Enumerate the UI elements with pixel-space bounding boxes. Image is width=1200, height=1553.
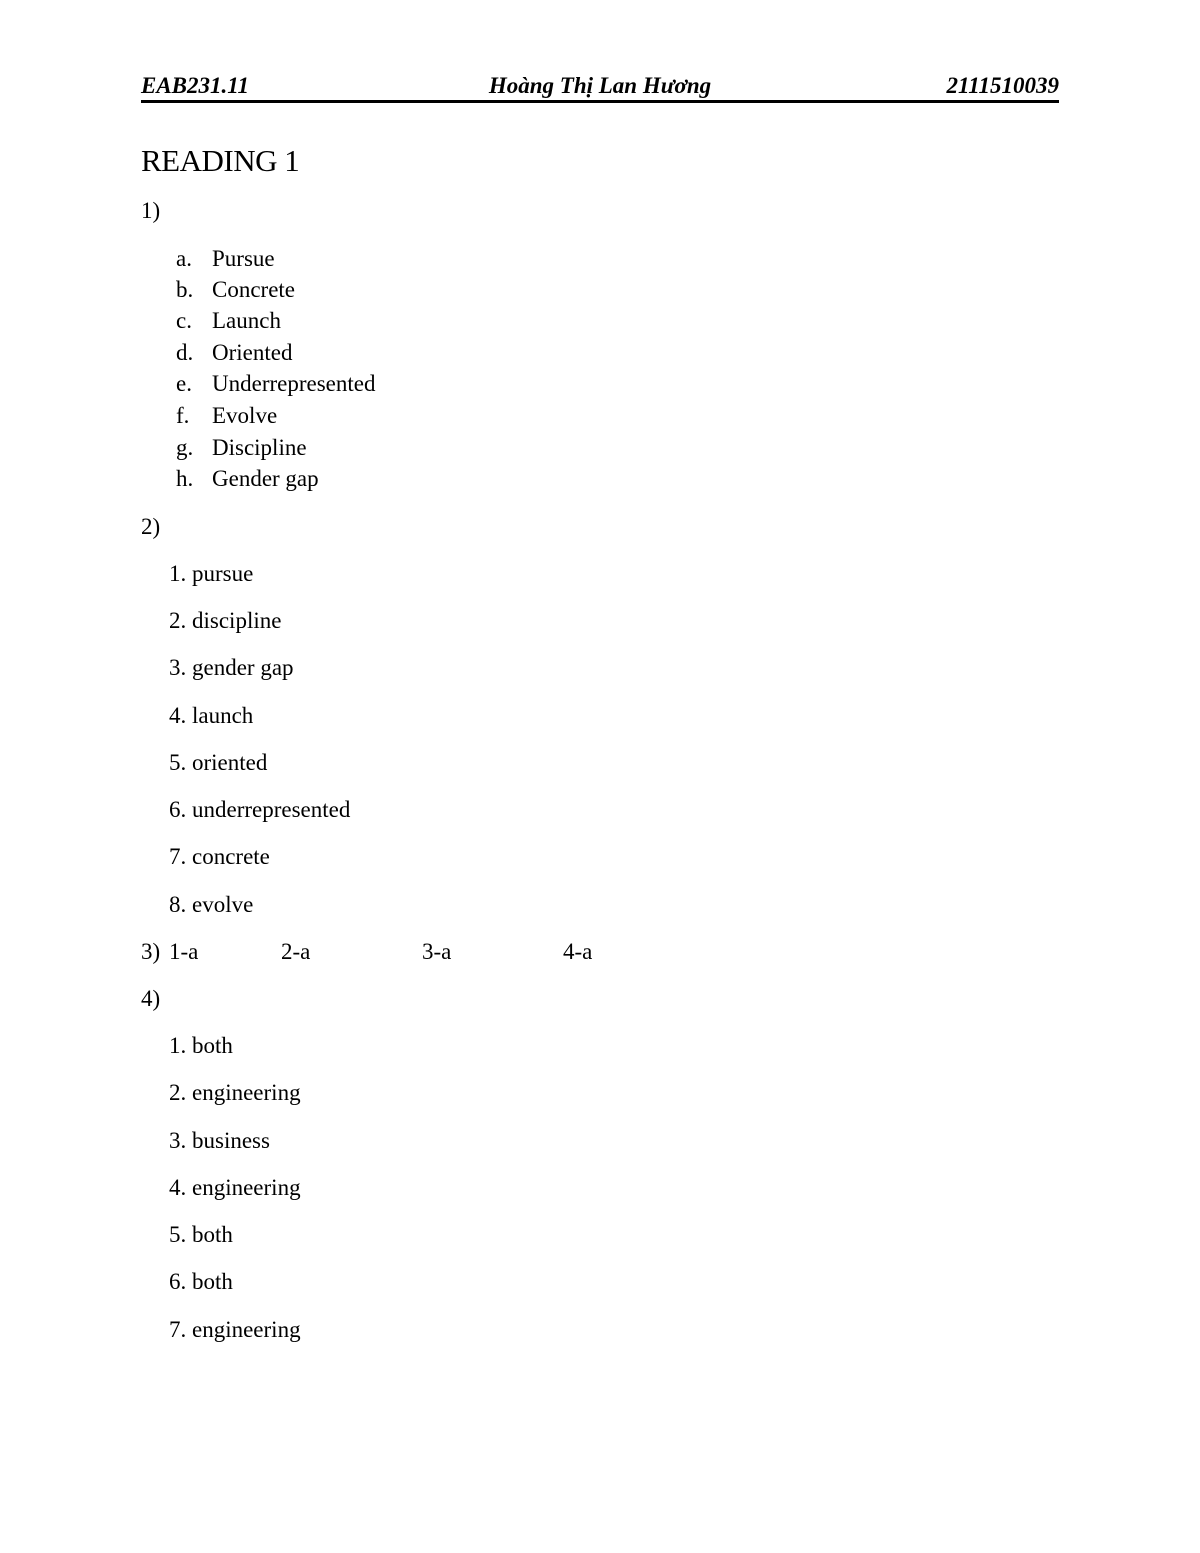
list-item: 6. both [169,1269,233,1294]
list-item: 8. evolve [169,892,254,917]
list-item-word: Concrete [212,277,296,302]
section-4-label: 4) [141,986,161,1011]
list-item-letter: b. [176,277,194,302]
section-2-label: 2) [141,514,161,539]
list-item: 6. underrepresented [169,797,351,822]
list-item: 5. both [169,1222,233,1247]
section-3-label: 3) [141,939,161,964]
list-item: 4. launch [169,703,254,728]
section-1-label: 1) [141,198,161,223]
list-item-word: Pursue [212,246,275,271]
list-item: 7. engineering [169,1317,301,1342]
list-item: 3. business [169,1128,270,1153]
header-divider [141,100,1059,103]
list-item: 1. both [169,1033,233,1058]
answer: 3-a [422,939,452,964]
list-item: 2. engineering [169,1080,301,1105]
answer: 4-a [563,939,593,964]
list-item-letter: c. [176,308,192,333]
student-name: Hoàng Thị Lan Hương [488,73,712,98]
student-id: 2111510039 [946,73,1059,98]
answer: 2-a [281,939,311,964]
list-item: 2. discipline [169,608,282,633]
list-item-letter: a. [176,246,192,271]
page-title: READING 1 [141,143,300,178]
list-item-word: Gender gap [212,466,319,491]
list-item: 1. pursue [169,561,254,586]
list-item-word: Discipline [212,435,307,460]
list-item: 4. engineering [169,1175,301,1200]
answer: 1-a [169,939,199,964]
list-item: 7. concrete [169,844,270,869]
list-item-word: Oriented [212,340,293,365]
page-header [141,70,1059,104]
list-item: 5. oriented [169,750,268,775]
list-item-letter: h. [176,466,194,491]
list-item-letter: e. [176,371,192,396]
list-item-word: Evolve [212,403,278,428]
list-item-word: Launch [212,308,281,333]
list-item-letter: g. [176,435,194,460]
course-code: EAB231.11 [141,73,250,98]
list-item-letter: d. [176,340,194,365]
list-item: 3. gender gap [169,655,294,680]
list-item-word: Underrepresented [212,371,376,396]
list-item-letter: f. [176,403,190,428]
